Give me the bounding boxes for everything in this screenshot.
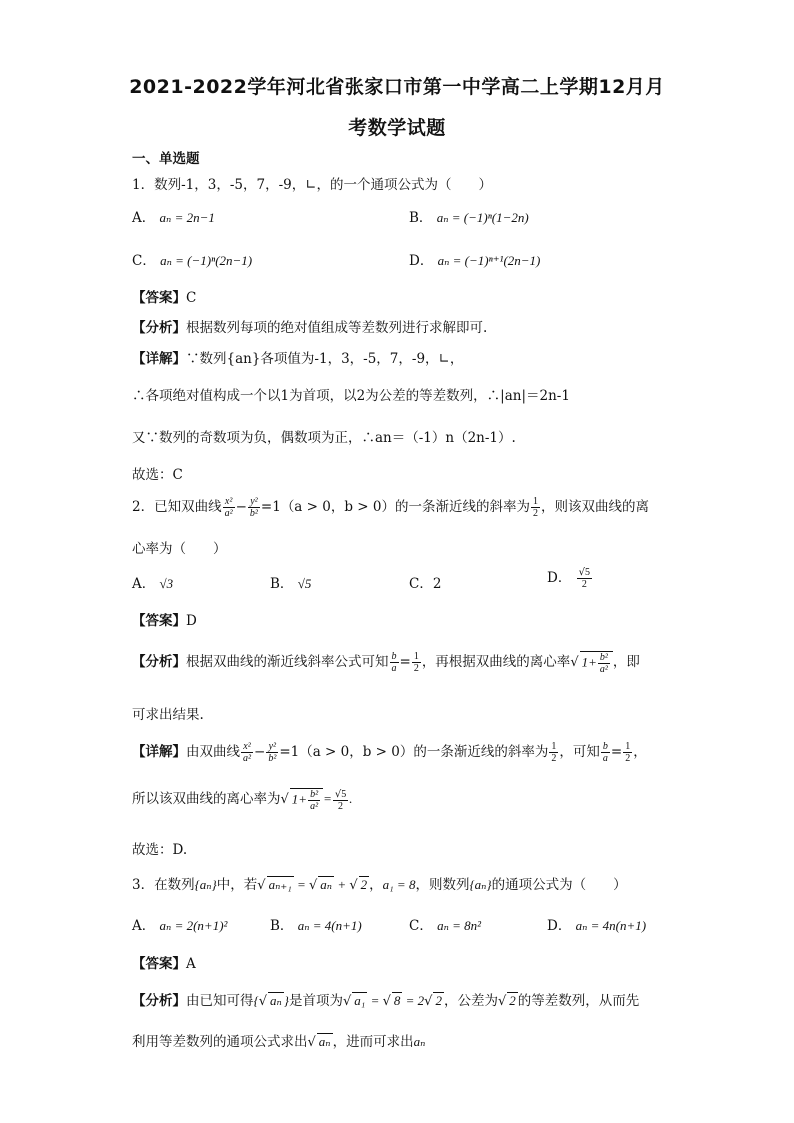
analysis-tag: 【分析】 xyxy=(132,993,186,1009)
q3-answer-value: A xyxy=(186,956,196,972)
q2-option-b-label: B． xyxy=(270,576,294,592)
first-sqrt-term: √ a₁ = √ 8 = 2√ 2 xyxy=(342,993,442,1009)
q1-answer xyxy=(132,286,196,306)
q2-analysis-part-c: ，即 xyxy=(612,654,640,670)
q1-choose: 故选：C xyxy=(132,467,183,483)
q1-option-b-label: B． xyxy=(409,210,433,226)
document-title-line2: 考数学试题 xyxy=(348,117,446,139)
q3-analysis-part-b: 是首项为 xyxy=(288,993,343,1009)
hyperbola-frac-x: $\frac{\text{x²}}{\text{a²}}$ xyxy=(224,496,233,519)
q2-answer xyxy=(132,609,197,629)
slope-frac: $\frac{1}{2}$ xyxy=(532,496,538,519)
q2-option-c: C．2 xyxy=(409,576,442,592)
q2-option-d-formula: $\frac{√5}{2}$ xyxy=(578,567,590,590)
q2-choose: 故选：D. xyxy=(132,842,188,858)
eccentricity-result: √ 1+ $\frac{\text{b²}}{\text{a²}}$ = $\frac{√5}{2}$ . xyxy=(280,788,353,812)
answer-tag: 【答案】 xyxy=(132,290,186,306)
detail-tag: 【详解】 xyxy=(132,351,186,367)
q2-stem: 2．已知双曲线 $\frac{\text{x²}}{\text{a²}}$ − $\frac{\text{y²}}{\text{b²}}$ =1（a > 0，b > 0）的一条渐近线的斜率为 $\frac{1}{2}$ ，则该双曲线的离 xyxy=(132,496,649,519)
q3-stem-part-a: 3．在数列 xyxy=(132,877,195,893)
half-frac-detail: $\frac{1}{2}$ xyxy=(625,741,631,764)
q1-option-b-formula: aₙ = (−1)ⁿ(1−2n) xyxy=(436,210,529,225)
q2-analysis: 【分析】根据双曲线的渐近线斜率公式可知 $\frac{b}{a}$ = $\frac{1}{2}$ ，再根据双曲线的离心率√ 1+ $\frac{\text{b²}}{\text{a²}}$ ，即 xyxy=(132,651,640,675)
section-heading: 一、单选题 xyxy=(132,151,200,167)
q2-detail-part-a: 由双曲线 xyxy=(186,744,240,760)
q1-option-d xyxy=(409,249,540,269)
document-title-line1: 2021-2022学年河北省张家口市第一中学高二上学期12月月 xyxy=(129,76,665,98)
analysis-tag: 【分析】 xyxy=(132,654,186,670)
q2-detail-part-d: ， xyxy=(633,744,647,760)
q3-stem-part-e: 的通项公式为（ ） xyxy=(491,877,627,893)
q3-option-d xyxy=(547,914,646,934)
q1-detail-text-1: ∵数列{an}各项值为-1，3，-5，7，-9，∟， xyxy=(186,351,464,367)
q3-stem xyxy=(132,873,627,893)
first-term: a₁ = 8 xyxy=(382,877,416,892)
q2-option-a-label: A． xyxy=(132,576,156,592)
ratio-frac-detail: $\frac{b}{a}$ xyxy=(602,741,608,764)
q1-detail-3: 又∵数列的奇数项为负，偶数项为正，∴an＝（-1）n（2n-1）. xyxy=(132,430,516,446)
q2-detail: 【详解】由双曲线 $\frac{\text{x²}}{\text{a²}}$ − $\frac{\text{y²}}{\text{b²}}$ =1（a > 0，b > 0）的一条渐近线的斜率为 $\frac{1}{2}$ ，可知 $\frac{b}{a}$ = $\frac{1}{2}$ ， xyxy=(132,741,647,764)
an-term: aₙ xyxy=(413,1034,426,1049)
detail-tag: 【详解】 xyxy=(132,744,186,760)
q1-answer-value: C xyxy=(186,290,197,306)
ratio-b-a-frac: $\frac{b}{a}$ xyxy=(391,651,397,674)
q3-option-d-label: D． xyxy=(547,918,572,934)
q3-analysis-part-c: ，公差为 xyxy=(443,993,498,1009)
q3-analysis2-part-b: ，进而可求出 xyxy=(332,1034,414,1050)
q3-option-b-formula: aₙ = 4(n+1) xyxy=(297,918,362,933)
q3-answer xyxy=(132,952,196,972)
q3-analysis2-part-a: 利用等差数列的通项公式求出 xyxy=(132,1034,308,1050)
q1-option-c-label: C． xyxy=(132,253,156,269)
q1-option-d-formula: aₙ = (−1)ⁿ⁺¹(2n−1) xyxy=(437,253,541,268)
q3-option-a-label: A． xyxy=(132,918,156,934)
q2-stem-part-c: ，则该双曲线的离 xyxy=(540,499,649,515)
answer-tag: 【答案】 xyxy=(132,613,186,629)
q1-option-c-formula: aₙ = (−1)ⁿ(2n−1) xyxy=(160,253,253,268)
q3-option-a-formula: aₙ = 2(n+1)² xyxy=(159,918,228,933)
q3-option-b xyxy=(270,914,362,934)
q1-option-d-label: D． xyxy=(409,253,434,269)
q2-analysis-part-a: 根据双曲线的渐近线斜率公式可知 xyxy=(186,654,389,670)
q3-analysis xyxy=(132,989,639,1009)
q1-analysis xyxy=(132,316,487,336)
q2-option-a xyxy=(132,572,173,592)
sequence-an: {aₙ} xyxy=(194,877,217,892)
q1-detail-1 xyxy=(132,347,463,367)
q2-detail2-text: 所以该双曲线的离心率为 xyxy=(132,791,281,807)
common-difference: √ 2 xyxy=(497,993,516,1009)
q1-stem: 1．数列-1，3，-5，7，-9，∟，的一个通项公式为（ ） xyxy=(132,177,493,193)
q1-option-a-formula: aₙ = 2n−1 xyxy=(159,210,215,225)
eccentricity-formula: √ 1+ $\frac{\text{b²}}{\text{a²}}$ xyxy=(570,654,613,669)
q2-option-b-formula: √5 xyxy=(297,576,312,591)
q2-detail-part-c: ，可知 xyxy=(559,744,600,760)
q2-detail-line2 xyxy=(132,787,352,812)
q3-stem-part-b: 中，若 xyxy=(216,877,258,893)
q3-option-c-formula: aₙ = 8n² xyxy=(437,918,482,933)
q1-analysis-text: 根据数列每项的绝对值组成等差数列进行求解即可. xyxy=(186,320,488,336)
q2-analysis-part-b: ，再根据双曲线的离心率 xyxy=(421,654,571,670)
q1-option-c xyxy=(132,249,252,269)
q3-option-c-label: C． xyxy=(409,918,433,934)
q1-option-b xyxy=(409,206,529,226)
q3-stem-part-d: ，则数列 xyxy=(415,877,470,893)
q2-answer-value: D xyxy=(186,613,197,629)
sequence-an-2: {aₙ} xyxy=(469,877,492,892)
q2-stem-part-a: 2．已知双曲线 xyxy=(132,499,222,515)
q2-option-d-label: D． xyxy=(547,570,572,586)
q3-option-c xyxy=(409,914,481,934)
q3-stem-part-c: ， xyxy=(369,877,383,893)
q1-option-a xyxy=(132,206,215,226)
q3-option-b-label: B． xyxy=(270,918,294,934)
q3-option-a xyxy=(132,914,227,934)
hyperbola-frac-y: $\frac{\text{y²}}{\text{b²}}$ xyxy=(249,496,258,519)
q2-stem-part-b: （a > 0，b > 0）的一条渐近线的斜率为 xyxy=(280,499,530,515)
answer-tag: 【答案】 xyxy=(132,956,186,972)
q1-detail-2: ∴各项绝对值构成一个以1为首项，以2为公差的等差数列，∴|an|＝2n-1 xyxy=(132,388,570,404)
analysis-tag: 【分析】 xyxy=(132,320,186,336)
q3-analysis-part-d: 的等差数列，从而先 xyxy=(517,993,640,1009)
hyperbola-frac-y-detail: $\frac{\text{y²}}{\text{b²}}$ xyxy=(268,741,277,764)
q2-analysis-line2: 可求出结果. xyxy=(132,707,204,723)
hyperbola-frac-x-detail: $\frac{\text{x²}}{\text{a²}}$ xyxy=(243,741,251,764)
q2-option-d xyxy=(547,566,593,590)
sqrt-an: √ aₙ xyxy=(307,1034,331,1050)
q2-option-b xyxy=(270,572,311,592)
half-frac: $\frac{1}{2}$ xyxy=(413,651,419,674)
q1-option-a-label: A． xyxy=(132,210,156,226)
slope-frac-detail: $\frac{1}{2}$ xyxy=(551,741,557,764)
q2-stem-line2: 心率为（ ） xyxy=(132,541,227,557)
recurrence-formula: √ aₙ₊₁ = √ aₙ + √ 2 xyxy=(257,877,368,893)
sqrt-an-sequence: {√ aₙ } xyxy=(253,993,289,1009)
q3-option-d-formula: aₙ = 4n(n+1) xyxy=(575,918,647,933)
q2-detail-part-b: （a > 0，b > 0）的一条渐近线的斜率为 xyxy=(299,744,549,760)
q3-analysis-line2 xyxy=(132,1030,425,1050)
q2-option-a-formula: √3 xyxy=(159,576,174,591)
q3-analysis-part-a: 由已知可得 xyxy=(186,993,254,1009)
